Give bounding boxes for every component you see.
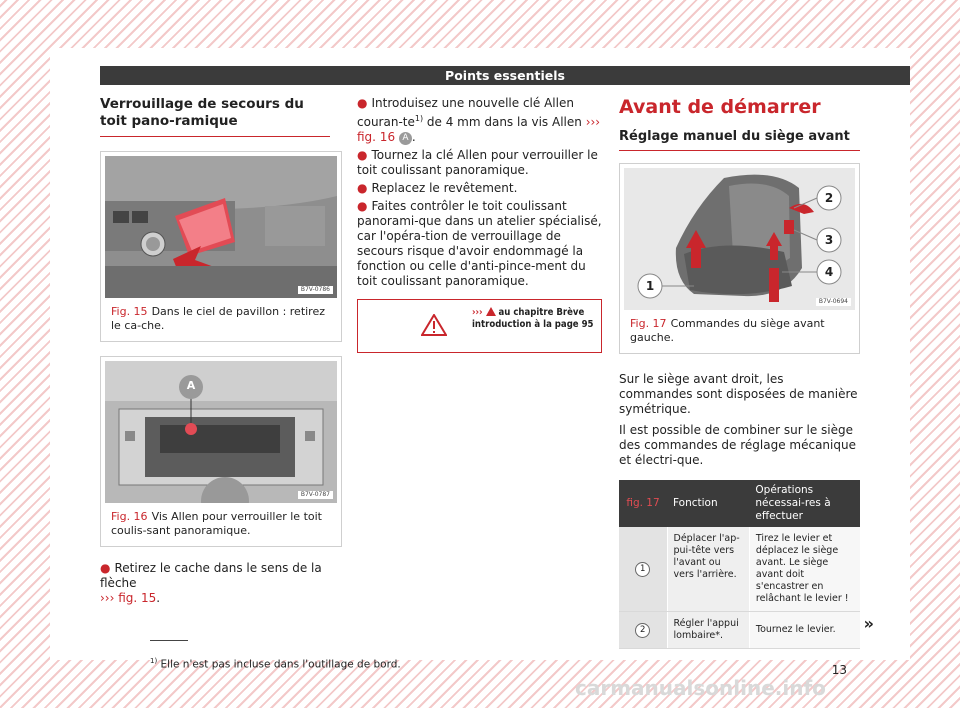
figure-link[interactable]: ››› fig. 15 — [100, 591, 157, 605]
roof-console-illustration — [105, 156, 337, 298]
table-row — [619, 612, 860, 649]
warning-reference: au chapitre Brève introduction à la page 95 — [472, 307, 594, 330]
table-header-fig: fig. 17 — [619, 480, 667, 527]
step-text: Retirez le cache dans le sens de la flèche — [100, 561, 322, 590]
table-header-row — [619, 480, 860, 527]
label-a-circle: A — [399, 132, 412, 145]
table-row — [619, 527, 860, 612]
figure-15-image — [105, 156, 337, 298]
figure-code: B7V-0786 — [298, 286, 333, 294]
warning-text — [472, 307, 597, 331]
figure-17 — [619, 163, 860, 354]
caption-text: Commandes du siège avant gauche. — [630, 317, 825, 344]
function-cell: Déplacer l'ap-pui-tête vers l'avant ou vers l'arrière. — [667, 527, 749, 612]
row-number-cell — [619, 527, 667, 612]
figure-link[interactable]: ››› fig. 16 — [357, 115, 601, 144]
figure-code: B7V-0694 — [816, 298, 851, 306]
page-number: 13 — [831, 663, 847, 677]
step-text: Introduisez une nouvelle clé Allen couran-te — [357, 96, 574, 129]
paragraph: Il est possible de combiner sur le siège des commandes de réglage mécanique et électri-que. — [619, 423, 856, 467]
step-text: Tournez la clé Allen pour verrouiller le toit coulissant panoramique. — [357, 148, 598, 177]
function-cell: Régler l'appui lombaire*. — [667, 612, 749, 649]
warning-box — [357, 299, 602, 353]
section-heading: Verrouillage de secours du toit pano-ramique — [100, 96, 330, 137]
figure-number: Fig. 17 — [630, 317, 667, 330]
step-text: Faites contrôler le toit coulissant panorami-que dans un atelier spécialisé, car l'opéra-tion de verrouillage de secours risque d'avoir endommagé la fonction ou celle d'anti-pince-ment du toit coulissant panoramique. — [357, 199, 602, 288]
footnote-text: Elle n'est pas incluse dans l'outillage de bord. — [160, 658, 401, 671]
row-number-cell — [619, 612, 667, 649]
footnote — [150, 655, 401, 672]
operation-text: Tournez le levier. — [755, 624, 836, 635]
chapter-title: Avant de démarrer — [619, 96, 821, 118]
right-column — [619, 96, 874, 649]
figure-number: Fig. 16 — [111, 510, 148, 523]
caption-text: Dans le ciel de pavillon : retirez le ca-che. — [111, 305, 326, 332]
step-text: de 4 mm dans la vis Allen — [423, 115, 586, 129]
figure-15-caption — [105, 305, 337, 333]
step-end: . — [156, 591, 161, 605]
row-number: 2 — [635, 623, 650, 638]
page-header: Points essentiels — [100, 66, 910, 85]
bullet-dot: ● — [357, 148, 368, 162]
allen-screw-illustration — [105, 361, 337, 503]
middle-column — [357, 96, 602, 353]
caption-text: Vis Allen pour verrouiller le toit coulis-sant panoramique. — [111, 510, 322, 537]
footnote-divider — [150, 640, 188, 641]
bullet-dot: ● — [357, 181, 368, 195]
table-header-function: Fonction — [667, 480, 749, 527]
bullet-dot: ● — [357, 96, 368, 110]
figure-16 — [100, 356, 342, 547]
footnote-mark: 1) — [150, 657, 158, 665]
bullet-dot: ● — [357, 199, 368, 213]
step-bullet — [357, 199, 602, 289]
paragraph: Sur le siège avant droit, les commandes sont disposées de manière symétrique. — [619, 372, 858, 416]
operation-cell — [749, 612, 874, 649]
step-bullet — [357, 148, 602, 178]
step-bullet: ● Introduisez une nouvelle clé Allen couran-$te^{1)}$ de 4 mm dans la vis Allen ››› fig. 16 A . — [357, 96, 601, 144]
figure-16-caption — [105, 510, 337, 538]
figure-label-a: A — [186, 379, 196, 392]
seat-label-1: 1 — [645, 279, 655, 293]
seat-label-3: 3 — [824, 233, 834, 247]
figure-code: B7V-0787 — [298, 491, 333, 499]
table-header-operation: Opérations nécessai-res à effectuer — [749, 480, 860, 527]
step-bullet — [100, 561, 342, 606]
footnote-ref: 1) — [414, 114, 424, 123]
figure-17-caption — [624, 317, 855, 345]
controls-table — [619, 480, 874, 649]
row-number: 1 — [635, 562, 650, 577]
figure-number: Fig. 15 — [111, 305, 148, 318]
manual-page — [50, 48, 910, 677]
figure-15 — [100, 151, 342, 342]
seat-label-2: 2 — [824, 191, 834, 205]
link-arrows[interactable]: ››› — [472, 307, 483, 318]
left-column — [100, 96, 342, 609]
figure-17-image — [624, 168, 855, 310]
operation-cell: Tirez le levier et déplacez le siège avant. Le siège avant doit s'encastrer en relâchant le levier ! — [749, 527, 860, 612]
warning-small-icon — [486, 307, 496, 316]
figure-16-image — [105, 361, 337, 503]
continue-mark: » — [863, 614, 874, 633]
step-text: Replacez le revêtement. — [371, 181, 518, 195]
section-subtitle: Réglage manuel du siège avant — [619, 128, 860, 151]
step-bullet — [357, 181, 602, 196]
warning-triangle-icon — [421, 314, 447, 336]
bullet-dot: ● — [100, 561, 111, 575]
watermark: carmanualsonline.info — [575, 676, 826, 700]
seat-label-4: 4 — [824, 265, 834, 279]
seat-controls-illustration — [624, 168, 855, 310]
